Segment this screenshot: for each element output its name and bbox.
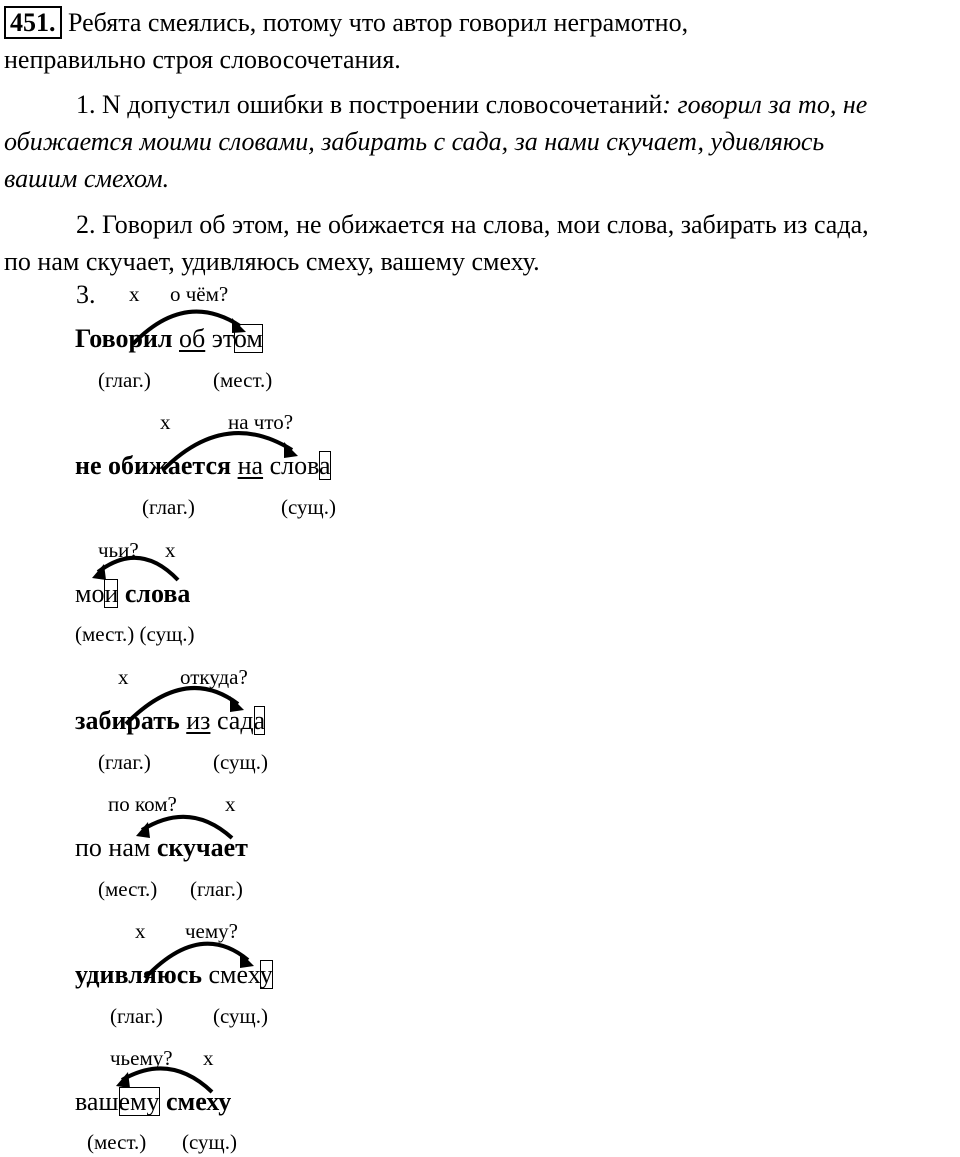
pos-labels: (мест.) (сущ.) bbox=[75, 622, 195, 646]
pos-label-1: (глаг.) bbox=[110, 1004, 163, 1028]
main-word: смеху bbox=[166, 1087, 232, 1116]
preposition: из bbox=[186, 706, 211, 735]
intro-line-2: неправильно строя словосочетания. bbox=[4, 45, 401, 74]
ending-box: а bbox=[319, 451, 331, 480]
main-word: скучает bbox=[156, 833, 248, 862]
point-2-line-2: по нам скучает, удивляюсь смеху, вашему смеху. bbox=[4, 247, 540, 276]
preposition: об bbox=[179, 324, 206, 353]
pos-label-2: (сущ.) bbox=[213, 1004, 268, 1028]
ending-box: у bbox=[259, 960, 273, 989]
dependent-word-stem: мо bbox=[75, 579, 105, 608]
phrase-words bbox=[75, 1083, 231, 1120]
main-word-mark: х bbox=[135, 919, 146, 943]
pos-label-1: (глаг.) bbox=[98, 750, 151, 774]
ending-box: ему bbox=[118, 1087, 160, 1116]
dependent-word-stem: ваш bbox=[75, 1087, 119, 1116]
dependent-word-stem: эт bbox=[211, 324, 234, 353]
dependent-word-stem: слов bbox=[269, 451, 320, 480]
pos-label-1: (мест.) bbox=[87, 1130, 147, 1154]
pos-label-1: (глаг.) bbox=[98, 368, 151, 392]
pos-label-2: (глаг.) bbox=[190, 877, 243, 901]
main-word-mark: х bbox=[129, 282, 140, 306]
point-1-line-2: обижается моими словами, забирать с сада, за нами скучает, удивляюсь bbox=[4, 127, 825, 156]
intro-line-1: Ребята смеялись, потому что автор говорил неграмотно, bbox=[68, 8, 689, 37]
main-word: Говорил bbox=[75, 324, 173, 353]
pos-label-2: (мест.) bbox=[213, 368, 273, 392]
point-1-line-3: вашим смехом. bbox=[4, 164, 170, 193]
main-word-mark: х bbox=[118, 665, 129, 689]
preposition: на bbox=[237, 451, 264, 480]
pos-label-1: (мест.) bbox=[98, 877, 158, 901]
main-word-mark: х bbox=[165, 538, 176, 562]
pos-label-2: (сущ.) bbox=[213, 750, 268, 774]
question-label: на что? bbox=[228, 410, 294, 434]
pos-label-2: (сущ.) bbox=[182, 1130, 237, 1154]
question-label: чьему? bbox=[110, 1046, 173, 1070]
main-word: не обижается bbox=[75, 451, 232, 480]
dependent-word-stem: смех bbox=[208, 960, 260, 989]
pos-label-2: (сущ.) bbox=[281, 495, 336, 519]
main-word: слова bbox=[124, 579, 191, 608]
main-word-mark: х bbox=[160, 410, 171, 434]
point-1-rest: говорил за то, не bbox=[670, 90, 868, 119]
question-label: по ком? bbox=[108, 792, 177, 816]
question-label: чьи? bbox=[98, 538, 139, 562]
dependent-words: по нам bbox=[75, 833, 151, 862]
ending-box: а bbox=[253, 706, 266, 735]
exercise-number: 451. bbox=[4, 6, 62, 39]
point-3-label: 3. bbox=[76, 280, 96, 309]
question-label: чему? bbox=[185, 919, 238, 943]
main-word: забирать bbox=[75, 706, 180, 735]
point-1-lead: 1. N допустил ошибки в построении словосочетаний bbox=[76, 90, 663, 119]
ending-box: ом bbox=[233, 324, 263, 353]
main-word-mark: х bbox=[203, 1046, 214, 1070]
question-label: о чём? bbox=[170, 282, 229, 306]
pos-label-1: (глаг.) bbox=[142, 495, 195, 519]
main-word: удивляюсь bbox=[75, 960, 203, 989]
ending-box: и bbox=[104, 579, 119, 608]
point-1-colon: : bbox=[662, 90, 671, 119]
dependent-word-stem: сад bbox=[216, 706, 254, 735]
point-2-line-1: 2. Говорил об этом, не обижается на слова, мои слова, забирать из сада, bbox=[76, 210, 869, 239]
question-label: откуда? bbox=[180, 665, 248, 689]
main-word-mark: х bbox=[225, 792, 236, 816]
